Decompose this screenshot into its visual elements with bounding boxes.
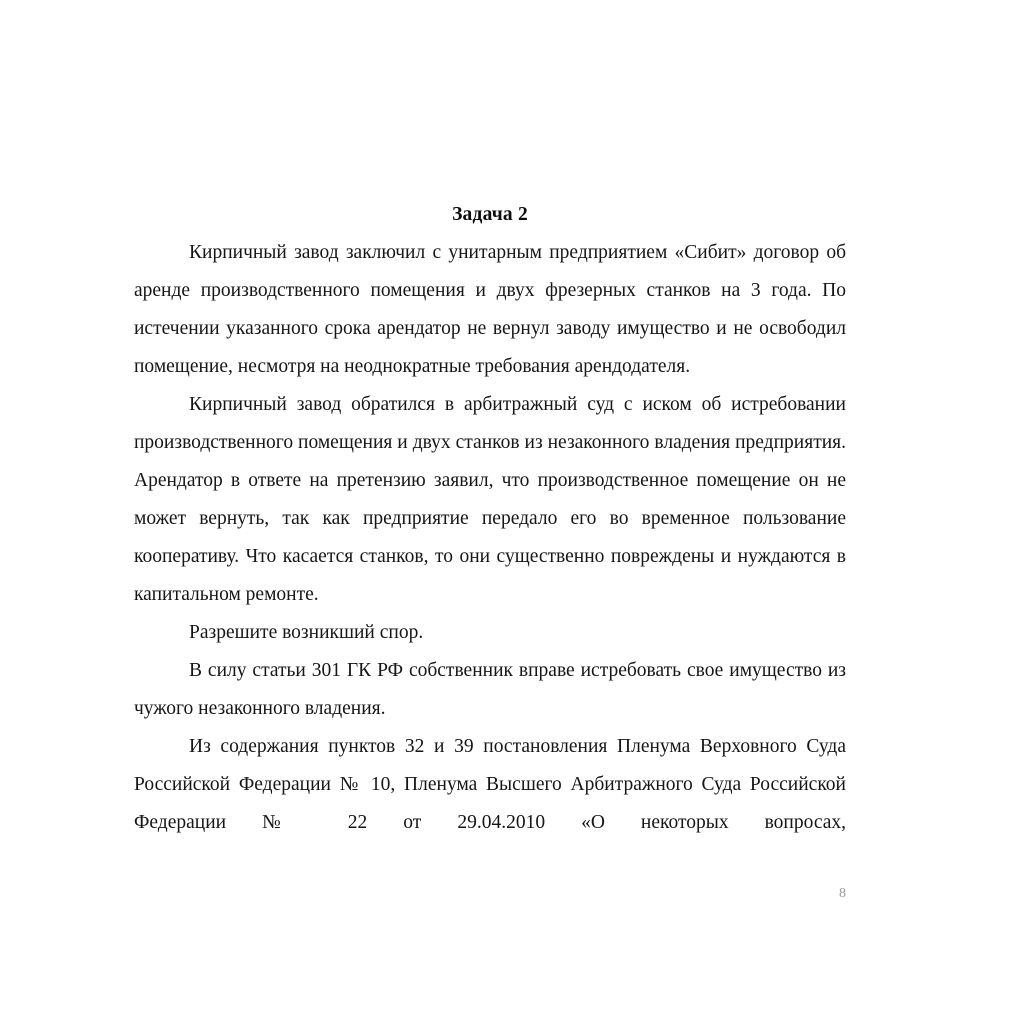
page-title: Задача 2 xyxy=(452,204,528,225)
paragraph-2: Кирпичный завод обратился в арбитражный суд с иском об истребовании производственного помещения и двух станков из незаконного владения предприятия. Арендатор в ответе на претензию заявил, что производственное помещение он не может вернуть, так как предприятие передало его во временное пользование кооперативу. Что касается станков, то они существенно повреждены и нуждаются в капитальном ремонте. xyxy=(134,394,846,605)
paragraph-1: Кирпичный завод заключил с унитарным предприятием «Сибит» договор об аренде производственного помещения и двух фрезерных станков на 3 года. По истечении указанного срока арендатор не вернул заводу имущество и не освободил помещение, несмотря на неоднократные требования арендодателя. xyxy=(134,242,846,377)
page-text-body xyxy=(134,196,846,842)
paragraph-4: В силу статьи 301 ГК РФ собственник вправе истребовать свое имущество из чужого незаконного владения. xyxy=(134,660,846,719)
page-number: 8 xyxy=(839,886,846,901)
paragraph-3: Разрешите возникший спор. xyxy=(189,622,424,643)
paragraph-5: Из содержания пунктов 32 и 39 постановления Пленума Верховного Суда Российской Федерации № 10, Пленума Высшего Арбитражного Суда Российской Федерации № 22 от 29.04.2010 «О некоторых вопросах, xyxy=(134,736,846,833)
